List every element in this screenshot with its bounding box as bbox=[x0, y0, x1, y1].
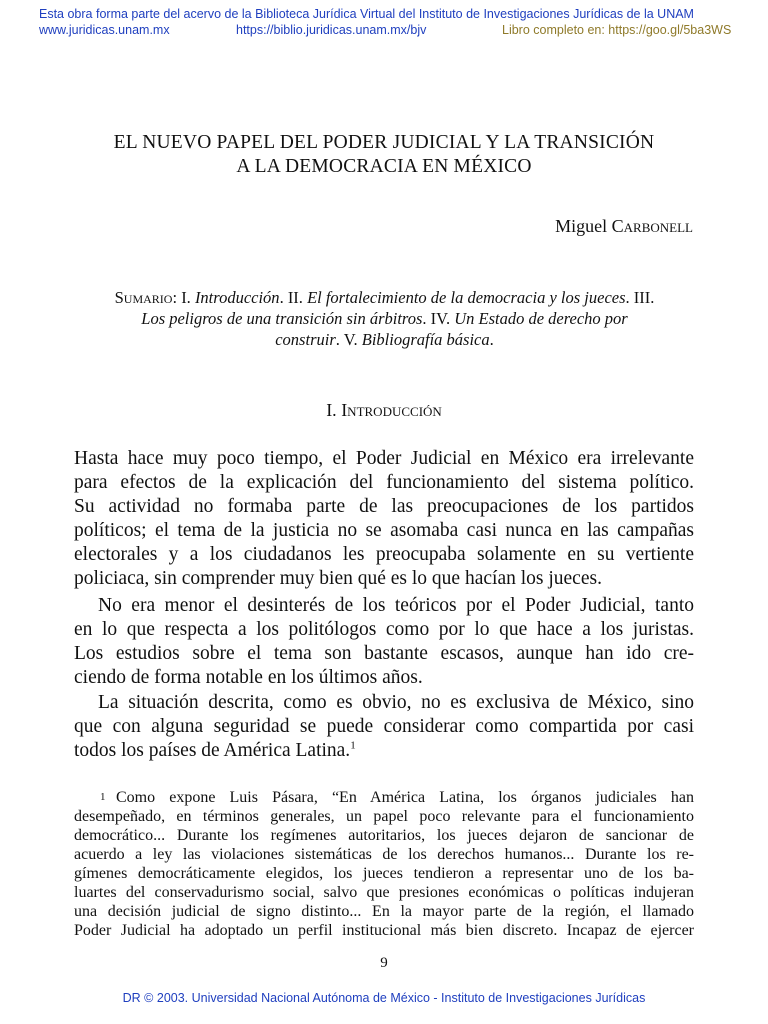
bjv-link[interactable]: https://biblio.juridicas.unam.mx/bjv bbox=[236, 23, 427, 37]
body-line: No era menor el desinterés de los teóricos por el Poder Judicial, tanto bbox=[98, 595, 694, 616]
author-first-name: Miguel bbox=[555, 216, 612, 236]
footnote-line: Como expone Luis Pásara, “En América Latina, los órganos judiciales han bbox=[116, 789, 694, 806]
chapter-title-line-1: EL NUEVO PAPEL DEL PODER JUDICIAL Y LA TRANSICIÓN bbox=[113, 132, 655, 153]
footnote-reference[interactable]: 1 bbox=[350, 739, 356, 752]
footnote-line: gímenes democráticamente elegidos, los jueces tendieron a representar uno de los ba- bbox=[74, 865, 694, 882]
footnote-line: acuerdo a ley las violaciones sistemáticas de los derechos humanos... Durante los re- bbox=[74, 846, 694, 863]
summary-label: Sumario bbox=[114, 288, 173, 307]
body-line: ciendo de forma notable en los últimos años. bbox=[74, 667, 423, 688]
footnote-line: Poder Judicial ha adoptado un perfil institucional más bien discreto. Incapaz de ejercer bbox=[74, 922, 694, 939]
body-line: Hasta hace muy poco tiempo, el Poder Judicial en México era irrelevante bbox=[74, 448, 694, 469]
body-line: políticos; el tema de la justicia no se asomaba casi nunca en las campañas bbox=[74, 520, 694, 541]
body-line: para efectos de la explicación del funcionamiento del sistema político. bbox=[74, 472, 694, 493]
footnote-number: 1 bbox=[100, 791, 106, 803]
body-line: Su actividad no formaba parte de las preocupaciones de los partidos bbox=[74, 496, 694, 517]
section-title: Introducción bbox=[341, 400, 442, 420]
body-line-text: todos los países de América Latina. bbox=[74, 740, 351, 761]
footnote-line: una decisión judicial de signo distinto... En la mayor parte de la región, el llamado bbox=[74, 903, 694, 920]
body-line: policiaca, sin comprender muy bien qué es lo que hacían los jueces. bbox=[74, 568, 602, 589]
summary-item-text: Un Estado de derecho por construir bbox=[275, 309, 628, 349]
site-link[interactable]: www.juridicas.unam.mx bbox=[39, 23, 170, 37]
chapter-title-line-2: A LA DEMOCRACIA EN MÉXICO bbox=[236, 156, 532, 177]
footnote-line: luartes del conservadurismo social, salvo que presiones económicas o políticas indujeran bbox=[74, 884, 694, 901]
body-line: La situación descrita, como es obvio, no es exclusiva de México, sino bbox=[98, 692, 694, 713]
section-number: I. bbox=[326, 400, 342, 420]
body-line: en lo que respecta a los politólogos como por lo que hace a los juristas. bbox=[74, 619, 694, 640]
repository-notice: Esta obra forma parte del acervo de la Biblioteca Jurídica Virtual del Instituto de Investigaciones Jurídicas de la UNAM bbox=[39, 7, 694, 21]
summary-item-num: I. bbox=[181, 288, 191, 307]
page-number: 9 bbox=[380, 955, 388, 971]
body-line: electorales y a los ciudadanos les preocupaba solamente en su vertiente bbox=[74, 544, 694, 565]
body-line: que con alguna seguridad se puede considerar como compartida por casi bbox=[74, 716, 694, 737]
summary-item-text: Los peligros de una transición sin árbitros bbox=[141, 309, 423, 328]
footnote-line: desempeñado, en términos generales, un papel poco relevante para el funcionamiento bbox=[74, 808, 694, 825]
full-book-link[interactable]: Libro completo en: https://goo.gl/5ba3WS bbox=[502, 23, 732, 37]
summary-item-text: Introducción bbox=[194, 288, 280, 307]
summary-item-num: V. bbox=[343, 330, 358, 349]
summary-item-num: III. bbox=[633, 288, 655, 307]
footnote-line: democrático... Durante los regímenes autoritarios, los jueces dejaron de sancionar de bbox=[74, 827, 694, 844]
section-heading bbox=[0, 400, 768, 421]
summary: Sumario: I. Introducción. II. El fortalecimiento de la democracia y los jueces. III. Los peligros de una transición sin árbitros. IV. Un Estado de derecho por construir. V. Bibliografía básica. bbox=[114, 288, 655, 349]
summary-item-num: II. bbox=[287, 288, 303, 307]
author bbox=[555, 216, 693, 237]
summary-item-text: El fortalecimiento de la democracia y los jueces bbox=[307, 288, 626, 307]
body-line: Los estudios sobre el tema son bastante escasos, aunque han ido cre- bbox=[74, 643, 694, 664]
copyright-footer: DR © 2003. Universidad Nacional Autónoma de México - Instituto de Investigaciones Jurídicas bbox=[122, 991, 646, 1005]
summary-item-num: IV. bbox=[430, 309, 451, 328]
author-last-name: Carbonell bbox=[611, 216, 693, 236]
summary-item-text: Bibliografía básica bbox=[361, 330, 490, 349]
body-line bbox=[74, 739, 694, 763]
